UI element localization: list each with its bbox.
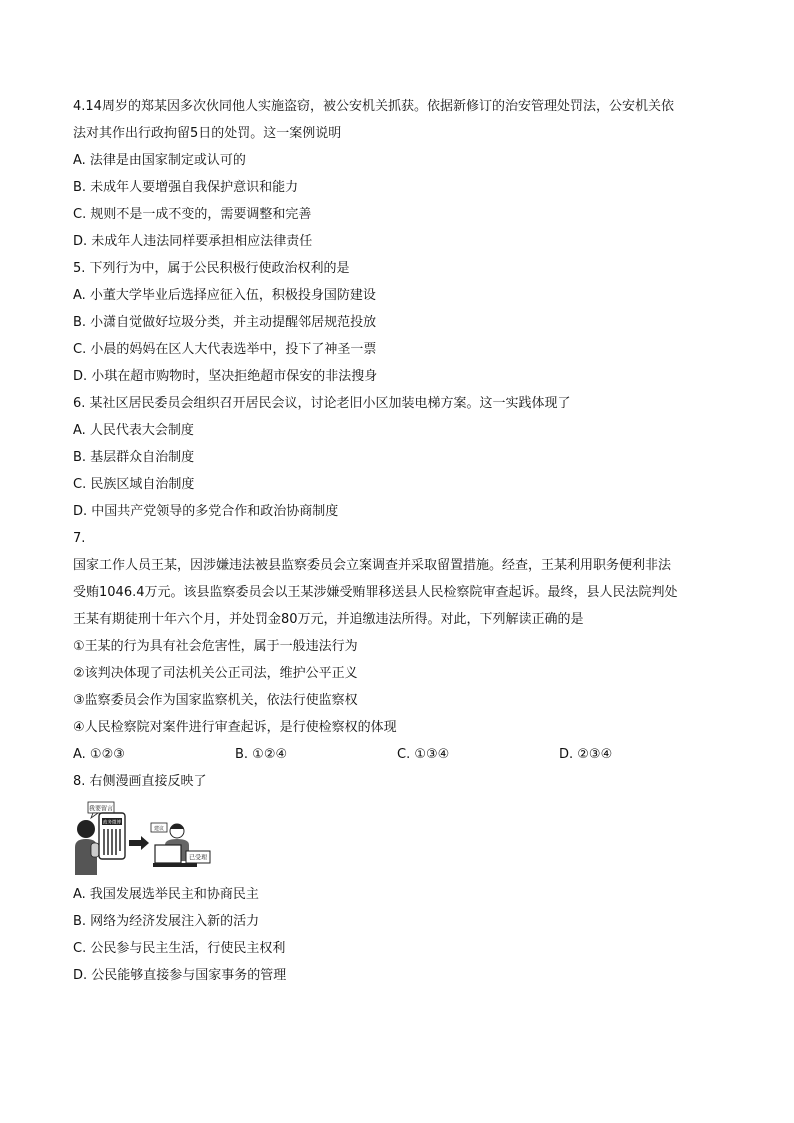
question-5-option-c: C. 小晨的妈妈在区人大代表选举中，投下了神圣一票 [73, 342, 377, 357]
question-6-option-a: A. 人民代表大会制度 [73, 423, 194, 438]
question-4-option-a: A. 法律是由国家制定或认可的 [73, 153, 246, 168]
question-7-number: 7. [73, 531, 86, 546]
question-7 [73, 525, 733, 768]
question-7-statement-2: ②该判决体现了司法机关公正司法，维护公平正义 [73, 666, 358, 681]
question-4-stem-line-2: 法对其作出行政拘留5日的处罚。这一案例说明 [73, 126, 342, 141]
speech-bubble-right [151, 823, 167, 832]
phone-icon [99, 813, 125, 859]
question-8-option-d: D. 公民能够直接参与国家事务的管理 [73, 968, 287, 983]
question-7-statement-1: ①王某的行为具有社会危害性，属于一般违法行为 [73, 639, 358, 654]
question-8-option-a: A. 我国发展选举民主和协商民主 [73, 887, 259, 902]
question-7-stem-line-3: 王某有期徒刑十年六个月，并处罚金80万元，并追缴违法所得。对此，下列解读正确的是 [73, 612, 584, 627]
question-6-option-b: B. 基层群众自治制度 [73, 450, 195, 465]
phone-title-text: 政务微博 [103, 820, 121, 826]
question-4-option-c: C. 规则不是一成不变的，需要调整和完善 [73, 207, 312, 222]
question-8-option-c: C. 公民参与民主生活，行使民主权利 [73, 941, 286, 956]
comic-illustration [73, 799, 213, 877]
question-6-option-c: C. 民族区域自治制度 [73, 477, 195, 492]
question-7-option-d: D. ②③④ [559, 747, 613, 762]
question-8-comic [73, 799, 213, 877]
question-6 [73, 390, 733, 525]
question-5-option-d: D. 小琪在超市购物时，坚决拒绝超市保安的非法搜身 [73, 369, 378, 384]
question-7-option-c: C. ①③④ [397, 747, 450, 762]
question-8-stem: 8. 右侧漫画直接反映了 [73, 774, 207, 789]
person-left-figure [75, 820, 99, 875]
question-5-stem: 5. 下列行为中，属于公民积极行使政治权利的是 [73, 261, 350, 276]
question-6-stem: 6. 某社区居民委员会组织召开居民会议，讨论老旧小区加装电梯方案。这一实践体现了 [73, 396, 571, 411]
question-7-stem-line-1: 国家工作人员王某，因涉嫌违法被县监察委员会立案调查并采取留置措施。经查，王某利用职务便利非法 [73, 558, 672, 573]
question-5-option-b: B. 小潇自觉做好垃圾分类，并主动提醒邻居规范投放 [73, 315, 377, 330]
bubble-left-text: 我要留言 [88, 805, 114, 813]
question-8-option-b: B. 网络为经济发展注入新的活力 [73, 914, 260, 929]
arrow-right-icon [129, 836, 149, 850]
bubble-right-text: 建议 [153, 826, 165, 832]
question-5 [73, 255, 733, 390]
question-6-option-d: D. 中国共产党领导的多党合作和政治协商制度 [73, 504, 339, 519]
question-5-option-a: A. 小董大学毕业后选择应征入伍，积极投身国防建设 [73, 288, 376, 303]
question-7-statement-3: ③监察委员会作为国家监察机关，依法行使监察权 [73, 693, 358, 708]
question-7-statement-4: ④人民检察院对案件进行审查起诉，是行使检察权的体现 [73, 720, 397, 735]
accepted-badge [186, 851, 210, 863]
question-4-stem-line-1: 4.14周岁的郑某因多次伙同他人实施盗窃，被公安机关抓获。依据新修订的治安管理处罚法，公安机关依 [73, 99, 674, 114]
question-7-option-a: A. ①②③ [73, 747, 125, 762]
badge-text: 已受理 [188, 854, 208, 862]
question-7-stem-line-2: 受贿1046.4万元。该县监察委员会以王某涉嫌受贿罪移送县人民检察院审查起诉。最终，县人民法院判处 [73, 585, 678, 600]
question-4-option-b: B. 未成年人要增强自我保护意识和能力 [73, 180, 299, 195]
exam-page [73, 93, 733, 989]
question-7-option-b: B. ①②④ [235, 747, 288, 762]
question-4 [73, 93, 733, 255]
question-7-options [73, 741, 733, 768]
question-4-option-d: D. 未成年人违法同样要承担相应法律责任 [73, 234, 313, 249]
question-8 [73, 768, 733, 989]
